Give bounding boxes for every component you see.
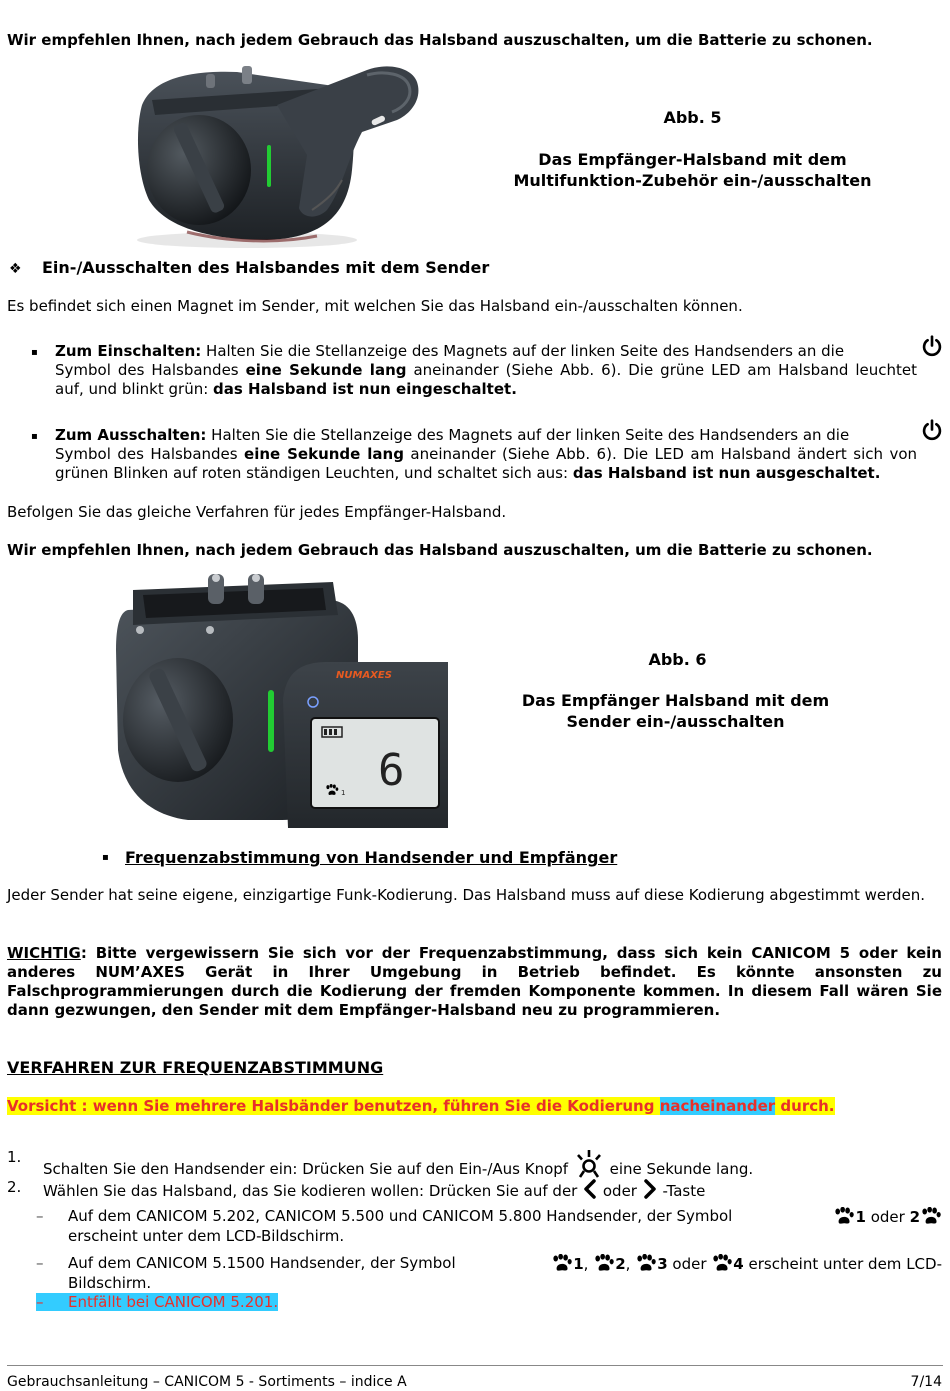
switch-on-text-3: aneinander (Siehe Abb. 6). Die grüne LED am Halsband leuchtet auf, und blinkt grün:	[55, 361, 917, 398]
sub-item-b-text: Auf dem CANICOM 5.1500 Handsender, der Symbol	[68, 1254, 456, 1272]
switch-off-text-1: Halten Sie die Stellanzeige des Magnets auf der linken Seite des Handsenders an die	[206, 426, 850, 444]
step-2-after: -Taste	[657, 1182, 706, 1200]
switch-off-paragraph	[55, 426, 917, 483]
figure6-brand: NUMAXES	[336, 670, 392, 681]
paw-icon	[593, 1254, 615, 1272]
figure6-photo	[108, 570, 448, 828]
footer-page-number: 7/14	[910, 1374, 942, 1390]
switch-on-bold-2: das Halsband ist nun eingeschaltet.	[213, 380, 517, 398]
warning-text: : Bitte vergewissern Sie sich vor der Frequenzabstimmung, dass sich kein CANICOM 5 oder kein anderes NUM’AXES Gerät in Ihrer Umgebung in Betrieb befindet. Es könnte ansonsten zu Falschprogrammierungen durch die Kodierung der fremden Komponente kommen. In diesem Fall wären Sie dann gezwungen, den Sender mit dem Empfänger-Halsband neu zu programmieren.	[7, 944, 942, 1019]
figure6-label: Abb. 6	[648, 650, 707, 669]
section-heading: Ein-/Ausschalten des Halsbandes mit dem Sender	[42, 258, 490, 277]
switch-on-lead: Zum Einschalten:	[55, 342, 202, 360]
repeat-note: Wir empfehlen Ihnen, nach jedem Gebrauch das Halsband auszuschalten, um die Batterie zu schonen.	[7, 541, 873, 559]
switch-off-bold-1: eine Sekunde lang	[244, 445, 404, 463]
step-1-text: Schalten Sie den Handsender ein: Drücken Sie auf den Ein-/Aus Knopf	[43, 1160, 573, 1178]
sub-item-b-n4: 4	[733, 1255, 744, 1273]
diamond-bullet-icon: ❖	[9, 261, 22, 277]
sub-item-a-text: Auf dem CANICOM 5.202, CANICOM 5.500 und CANICOM 5.800 Handsender, der Symbol	[68, 1207, 733, 1225]
sub-item-b-or: oder	[667, 1255, 712, 1273]
dash-bullet: –	[36, 1207, 44, 1225]
caution-part-1: Vorsicht : wenn Sie mehrere Halsbänder benutzen, führen Sie die Kodierung	[7, 1097, 660, 1115]
sub-item-b-end: Bildschirm.	[68, 1274, 152, 1292]
sub-item-b-n1: 1	[573, 1255, 584, 1273]
power-icon	[921, 419, 943, 441]
switch-on-text-2: Symbol des Halsbandes	[55, 361, 246, 379]
square-bullet-icon: ▪	[102, 852, 109, 863]
paw-icon	[920, 1207, 942, 1225]
figure6-caption-1: Das Empfänger Halsband mit dem	[521, 691, 830, 710]
switch-on-paragraph	[55, 342, 917, 399]
switch-off-text-2: Symbol des Halsbandes	[55, 445, 245, 463]
switch-on-bold-1: eine Sekunde lang	[245, 361, 407, 379]
paw-icon	[635, 1254, 657, 1272]
sub-item-b: Auf dem CANICOM 5.1500 Handsender, der Symbol 1, 2, 3 oder 4 erscheint unter dem LCD- Bildschirm.	[68, 1254, 942, 1292]
top-note: Wir empfehlen Ihnen, nach jedem Gebrauch das Halsband auszuschalten, um die Batterie zu schonen.	[7, 31, 873, 49]
sub-item-b-n2: 2	[615, 1255, 626, 1273]
sub-item-c	[36, 1293, 278, 1311]
power-icon	[921, 335, 943, 357]
step-1-after: eine Sekunde lang.	[604, 1160, 754, 1178]
power-button-icon	[573, 1148, 605, 1180]
freq-heading: Frequenzabstimmung von Handsender und Empfänger	[125, 848, 618, 867]
figure5-label: Abb. 5	[663, 108, 722, 127]
step-1-number: 1.	[7, 1148, 22, 1166]
step-2	[43, 1178, 705, 1200]
caution-part-2: durch.	[775, 1097, 835, 1115]
warning-paragraph	[7, 944, 942, 1020]
intro-text: Es befindet sich einen Magnet im Sender, mit welchen Sie das Halsband ein-/ausschalten können.	[7, 297, 743, 315]
paw-icon	[551, 1254, 573, 1272]
figure6-lcd-digit: 6	[378, 745, 405, 796]
figure5-caption-1: Das Empfänger-Halsband mit dem	[538, 150, 847, 169]
chevron-right-icon	[642, 1178, 658, 1200]
switch-on-text-1: Halten Sie die Stellanzeige des Magnets auf der linken Seite des Handsenders an die	[201, 342, 845, 360]
sub-item-b-n3: 3	[657, 1255, 668, 1273]
chevron-left-icon	[582, 1178, 598, 1200]
sub-item-a-or: oder	[865, 1208, 910, 1226]
sub-item-a-end: erscheint unter dem LCD-Bildschirm.	[68, 1227, 345, 1245]
figure6-caption-2: Sender ein-/ausschalten	[566, 712, 785, 731]
step-2-number: 2.	[7, 1178, 22, 1196]
caution-highlight: nacheinander	[659, 1097, 776, 1115]
sub-item-a-n1: 1	[855, 1208, 866, 1226]
switch-off-lead: Zum Ausschalten:	[55, 426, 207, 444]
figure5-photo	[127, 60, 427, 250]
figure6-lcd-paw-index: 1	[341, 789, 346, 797]
step-2-mid: oder	[598, 1182, 642, 1200]
warning-label: WICHTIG	[7, 944, 81, 962]
dash-bullet: –	[36, 1254, 44, 1272]
same-procedure-text: Befolgen Sie das gleiche Verfahren für jedes Empfänger-Halsband.	[7, 503, 507, 521]
footer-divider	[7, 1365, 943, 1366]
switch-off-text-3: aneinander (Siehe Abb. 6). Die LED am Halsband ändert sich von grünen Blinken auf roten ständigen Leuchten, und schaltet sich aus:	[55, 445, 918, 482]
sub-item-c-text: Entfällt bei CANICOM 5.201.	[68, 1293, 279, 1311]
paw-icon	[833, 1207, 855, 1225]
paw-icon	[711, 1254, 733, 1272]
figure5-caption-2: Multifunktion-Zubehör ein-/ausschalten	[513, 171, 872, 190]
dash-bullet: –	[36, 1293, 44, 1311]
square-bullet-icon: ▪	[31, 347, 38, 358]
sub-item-b-tail: erscheint unter dem LCD-	[743, 1255, 942, 1273]
step-2-text: Wählen Sie das Halsband, das Sie kodieren wollen: Drücken Sie auf der	[43, 1182, 583, 1200]
freq-intro: Jeder Sender hat seine eigene, einzigartige Funk-Kodierung. Das Halsband muss auf diese Kodierung abgestimmt werden.	[7, 886, 926, 904]
step-1	[43, 1148, 753, 1180]
procedure-heading: VERFAHREN ZUR FREQUENZABSTIMMUNG	[7, 1058, 384, 1077]
square-bullet-icon: ▪	[31, 431, 38, 442]
footer-left: Gebrauchsanleitung – CANICOM 5 - Sortiments – indice A	[7, 1374, 407, 1390]
caution-line	[7, 1097, 835, 1115]
sub-item-a	[68, 1207, 942, 1246]
sub-item-a-n2: 2	[909, 1208, 920, 1226]
switch-off-bold-2: das Halsband ist nun ausgeschaltet.	[572, 464, 881, 482]
